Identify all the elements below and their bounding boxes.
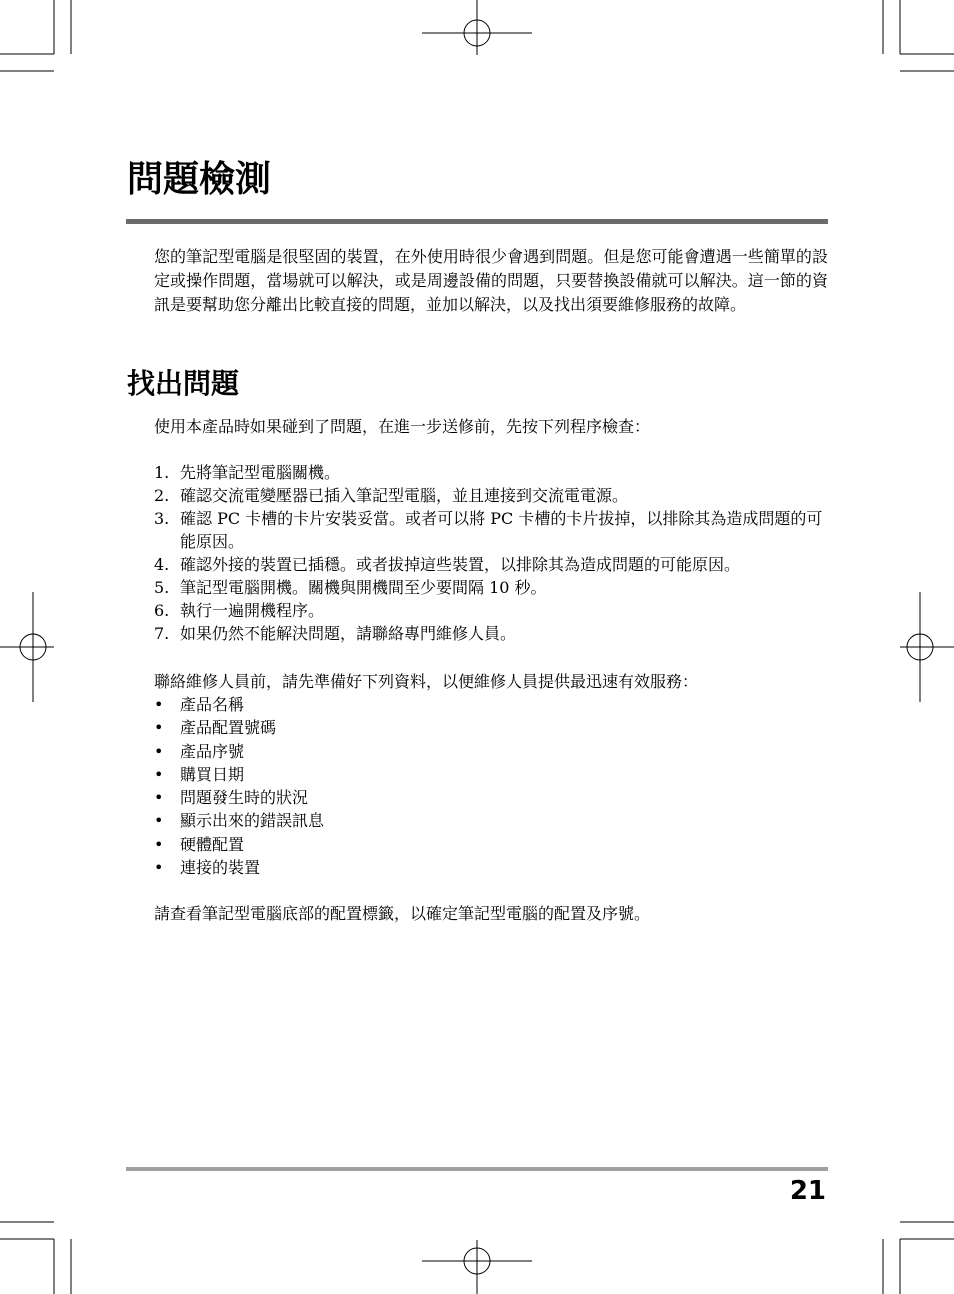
list-item: • 購買日期 — [154, 764, 245, 784]
list-item: 5. 筆記型電腦開機。關機與開機間至少要間隔 10 秒。 — [154, 578, 547, 597]
contact-lead: 聯絡維修人員前，請先準備好下列資料，以便維修人員提供最迅速有效服務： — [154, 672, 699, 691]
page-number: 21 — [789, 1176, 826, 1206]
section-heading: 找出問題 — [127, 367, 240, 400]
list-item: 7. 如果仍然不能解決問題，請聯絡專門維修人員。 — [154, 624, 517, 643]
footer-rule — [126, 1167, 828, 1171]
closing-note: 請查看筆記型電腦底部的配置標籤，以確定筆記型電腦的配置及序號。 — [154, 904, 651, 923]
list-item: 2. 確認交流電變壓器已插入筆記型電腦，並且連接到交流電電源。 — [154, 486, 629, 505]
required-info-list — [154, 693, 828, 879]
list-item: • 產品名稱 — [154, 695, 245, 714]
intro-paragraph: 您的筆記型電腦是很堅固的裝置，在外使用時很少會遇到問題。但是您可能會遭遇一些簡單的設定或操作問題，當場就可以解決，或是周邊設備的問題，只要替換設備就可以解決。這一節的資訊是要幫助您分離出比較直接的問題，並加以解決，以及找出須要維修服務的故障。 — [154, 247, 828, 314]
list-item: 6. 執行一遍開機程序。 — [154, 601, 325, 620]
page-title: 問題檢測 — [127, 159, 272, 200]
section-lead: 使用本產品時如果碰到了問題，在進一步送修前，先按下列程序檢查： — [154, 417, 651, 436]
list-item: 4. 確認外接的裝置已插穩。或者拔掉這些裝置，以排除其為造成問題的可能原因。 — [154, 555, 741, 574]
list-item: • 問題發生時的狀況 — [154, 788, 309, 808]
list-item: • 顯示出來的錯誤訊息 — [154, 811, 325, 831]
list-item: 3. 確認 PC 卡槽的卡片安裝妥當。或者可以將 PC 卡槽的卡片拔掉，以排除其為造成問題的可能原因。 — [154, 509, 823, 551]
list-item: 1. 先將筆記型電腦關機。 — [154, 463, 341, 482]
list-item: • 產品序號 — [154, 741, 245, 761]
troubleshooting-steps — [154, 461, 830, 645]
list-item: • 硬體配置 — [154, 834, 245, 854]
list-item: • 產品配置號碼 — [154, 718, 277, 738]
list-item: • 連接的裝置 — [154, 858, 261, 878]
title-rule — [126, 219, 828, 224]
